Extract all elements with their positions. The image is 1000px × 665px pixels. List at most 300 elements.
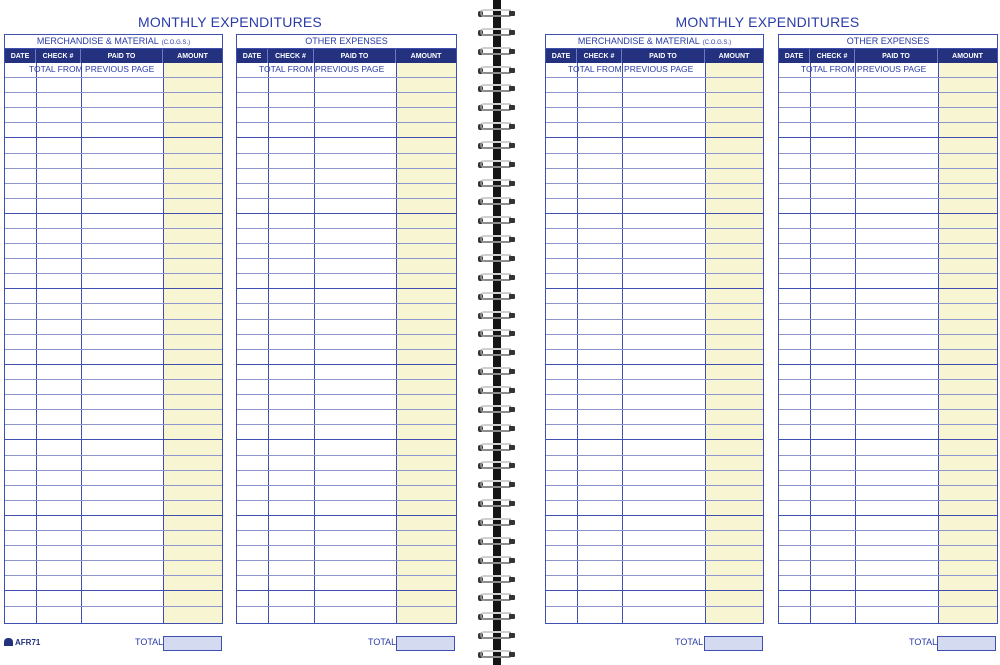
carry-forward-label: TOTAL FROM PREVIOUS PAGE [29,64,155,74]
ledger-row-line [237,334,456,335]
totals-row [535,636,1000,650]
cogs-label: (C.O.G.S.) [702,40,732,46]
column-divider [577,63,578,623]
ledger-row-line [546,349,763,350]
ledger-row-line [779,183,997,184]
ledger-row-line [779,168,997,169]
col-date: DATE [779,49,810,63]
column-divider [396,63,397,623]
cogs-label: (C.O.G.S.) [161,40,191,46]
spiral-coil [478,574,518,586]
ledger-grid[interactable] [546,63,763,623]
ledger-row-line [546,122,763,123]
other-expenses-heading: OTHER EXPENSES [305,36,388,46]
ledger-row-line [237,137,456,138]
ledger-row-line [5,77,222,78]
ledger-row-line [546,107,763,108]
ledger-row-line [546,439,763,440]
coil-end [509,11,515,16]
coil-loop [480,273,511,281]
ledger-row-line [546,319,763,320]
ledger-row-line [546,409,763,410]
ledger-row-line [5,198,222,199]
ledger-row-line [546,137,763,138]
ledger-row-line [237,198,456,199]
ledger-row-line [5,183,222,184]
ledger-row-line [546,288,763,289]
coil-end [509,652,515,657]
ledger-row-line [5,153,222,154]
ledger-row-line [5,107,222,108]
coil-loop [480,405,511,413]
ledger-row-line [237,364,456,365]
right-page [535,0,1000,665]
spiral-coil [478,517,518,529]
ledger-row-line [237,183,456,184]
spiral-coil [478,46,518,58]
ledger-row-line [546,168,763,169]
ledger-row-line [5,500,222,501]
coil-end [509,256,515,261]
page-title: MONTHLY EXPENDITURES [675,14,860,30]
ledger-row-line [546,590,763,591]
ledger-row-line [5,606,222,607]
ledger-row-line [546,303,763,304]
ledger-row-line [5,273,222,274]
coil-loop [480,84,511,92]
ledger-row-line [779,455,997,456]
ledger-grid[interactable] [779,63,997,623]
ledger-row-line [779,500,997,501]
product-code: AFR71 [15,638,41,647]
merchandise-total-box[interactable] [704,636,763,651]
coil-end [509,275,515,280]
ledger-row-line [237,379,456,380]
amount-column-fill [396,63,456,623]
other-expenses-ledger [778,34,998,624]
column-divider [81,63,82,623]
ledger-row-line [546,213,763,214]
col-check: CHECK # [268,49,314,63]
ledger-row-line [237,303,456,304]
other-total-label: TOTAL [368,637,397,647]
ledger-row-line [546,545,763,546]
col-paid-to: PAID TO [622,49,705,63]
coil-end [509,105,515,110]
ledger-row-line [237,545,456,546]
ledger-row-line [779,560,997,561]
ledger-row-line [546,500,763,501]
col-check: CHECK # [810,49,855,63]
ledger-row-line [779,530,997,531]
coil-loop [480,9,511,17]
ledger-row-line [237,394,456,395]
ledger-row-line [237,92,456,93]
ledger-row-line [779,319,997,320]
coil-end [509,539,515,544]
ledger-row-line [5,364,222,365]
coil-loop [480,311,511,319]
page-title: MONTHLY EXPENDITURES [138,14,322,30]
ledger-row-line [5,137,222,138]
ledger-row-line [5,213,222,214]
column-header-row [779,49,997,63]
coil-end [509,199,515,204]
ledger-row-line [237,455,456,456]
ledger-row-line [546,364,763,365]
coil-loop [480,612,511,620]
coil-loop [480,424,511,432]
spiral-coil [478,102,518,114]
spiral-coil [478,460,518,472]
ledger-row-line [5,575,222,576]
coil-end [509,237,515,242]
column-divider [705,63,706,623]
column-header-row [546,49,763,63]
ledger-heading [237,35,456,49]
col-check: CHECK # [36,49,81,63]
ledger-row-line [5,92,222,93]
amount-column-fill [705,63,763,623]
coil-loop [480,179,511,187]
coil-loop [480,650,511,658]
ledger-row-line [779,92,997,93]
coil-end [509,482,515,487]
col-amount: AMOUNT [952,52,983,60]
ledger-grid[interactable] [237,63,456,623]
other-total-box[interactable] [937,636,996,651]
ledger-row-line [5,122,222,123]
ledger-row-line [779,590,997,591]
ledger-row-line [5,349,222,350]
ledger-row-line [779,485,997,486]
ledger-row-line [5,168,222,169]
coil-end [509,369,515,374]
ledger-row-line [546,379,763,380]
ledger-row-line [779,470,997,471]
spiral-coil [478,442,518,454]
merchandise-heading: MERCHANDISE & MATERIAL [36,36,159,46]
spiral-coil [478,592,518,604]
ledger-row-line [779,334,997,335]
spiral-coil [478,366,518,378]
ledger-row-line [546,470,763,471]
ledger-row-line [5,409,222,410]
coil-loop [480,348,511,356]
ledger-row-line [5,288,222,289]
coil-end [509,445,515,450]
coil-loop [480,461,511,469]
coil-end [509,388,515,393]
ledger-row-line [237,590,456,591]
ledger-row-line [237,213,456,214]
coil-loop [480,141,511,149]
amount-column-fill [163,63,222,623]
ledger-row-line [779,606,997,607]
merchandise-ledger [545,34,764,624]
ledger-row-line [779,409,997,410]
coil-loop [480,103,511,111]
spiral-coil [478,8,518,20]
ledger-row-line [779,107,997,108]
ledger-row-line [5,228,222,229]
coil-loop [480,367,511,375]
column-divider [810,63,811,623]
spiral-coil [478,404,518,416]
ledger-row-line [237,575,456,576]
coil-end [509,407,515,412]
other-expenses-ledger [236,34,457,624]
ledger-row-line [546,258,763,259]
ledger-row-line [546,575,763,576]
coil-loop [480,329,511,337]
column-divider [938,63,939,623]
ledger-row-line [546,530,763,531]
ledger-row-line [237,530,456,531]
ledger-row-line [237,424,456,425]
ledger-row-line [237,107,456,108]
ledger-row-line [5,334,222,335]
column-divider [314,63,315,623]
ledger-row-line [779,575,997,576]
coil-end [509,520,515,525]
ledger-row-line [779,137,997,138]
spiral-coil [478,83,518,95]
coil-end [509,595,515,600]
ledger-row-line [5,394,222,395]
col-amount: AMOUNT [410,52,442,60]
ledger-row-line [5,545,222,546]
ledger-row-line [237,515,456,516]
ledger-heading [546,35,763,49]
coil-end [509,331,515,336]
left-page [0,0,470,665]
coil-end [509,86,515,91]
coil-end [509,294,515,299]
ledger-row-line [546,485,763,486]
coil-end [509,501,515,506]
coil-loop [480,235,511,243]
coil-loop [480,518,511,526]
coil-end [509,350,515,355]
spiral-coil [478,234,518,246]
coil-loop [480,292,511,300]
ledger-row-line [546,243,763,244]
ledger-row-line [546,273,763,274]
column-divider [268,63,269,623]
ledger-row-line [546,92,763,93]
coil-loop [480,160,511,168]
spiral-coil [478,498,518,510]
ledger-row-line [779,439,997,440]
ledger-row-line [779,77,997,78]
col-amount: AMOUNT [718,52,750,60]
ledger-row-line [779,424,997,425]
ledger-row-line [237,122,456,123]
ledger-row-line [5,485,222,486]
ledger-row-line [779,258,997,259]
merchandise-heading: MERCHANDISE & MATERIAL [577,36,700,46]
ledger-row-line [546,334,763,335]
spiral-coil [478,423,518,435]
spiral-coil [478,27,518,39]
ledger-row-line [779,545,997,546]
coil-end [509,124,515,129]
ledger-row-line [237,606,456,607]
spiral-coil [478,555,518,567]
ledger-row-line [779,243,997,244]
ledger-row-line [546,560,763,561]
col-check: CHECK # [577,49,622,63]
spiral-coil [478,347,518,359]
ledger-grid[interactable] [5,63,222,623]
ledger-row-line [237,153,456,154]
ledger-row-line [5,439,222,440]
ledger-row-line [237,500,456,501]
coil-end [509,218,515,223]
ledger-row-line [546,515,763,516]
column-header-row [237,49,456,63]
coil-loop [480,66,511,74]
ledger-row-line [237,288,456,289]
column-divider [622,63,623,623]
coil-loop [480,254,511,262]
ledger-row-line [237,349,456,350]
col-paid-to: PAID TO [855,49,938,63]
column-header-row [5,49,222,63]
col-date: DATE [546,49,577,63]
ledger-row-line [237,319,456,320]
coil-loop [480,443,511,451]
ledger-heading [5,35,222,49]
col-date: DATE [5,49,36,63]
ledger-row-line [237,228,456,229]
spiral-coil [478,121,518,133]
merchandise-total-label: TOTAL [675,637,704,647]
ledger-row-line [5,455,222,456]
ledger-row-line [237,439,456,440]
coil-end [509,313,515,318]
column-divider [855,63,856,623]
ledger-row-line [546,77,763,78]
ledger-row-line [5,243,222,244]
ledger-heading [779,35,997,49]
other-expenses-heading: OTHER EXPENSES [846,36,930,46]
ledger-row-line [546,183,763,184]
coil-end [509,49,515,54]
ledger-row-line [779,288,997,289]
ledger-row-line [237,168,456,169]
ledger-row-line [779,303,997,304]
ledger-row-line [237,409,456,410]
ledger-row-line [779,228,997,229]
ledger-row-line [237,560,456,561]
carry-forward-label: TOTAL FROM PREVIOUS PAGE [259,64,385,74]
other-total-label: TOTAL [909,637,938,647]
ledger-row-line [5,319,222,320]
spiral-coil [478,630,518,642]
carry-forward-label: TOTAL FROM PREVIOUS PAGE [801,64,927,74]
ledger-row-line [237,258,456,259]
spiral-coil [478,253,518,265]
spiral-coil [478,536,518,548]
coil-loop [480,386,511,394]
ledger-row-line [779,122,997,123]
other-total-box[interactable] [396,636,455,651]
ledger-row-line [779,153,997,154]
coil-end [509,30,515,35]
coil-end [509,463,515,468]
coil-loop [480,216,511,224]
ledger-row-line [546,394,763,395]
spiral-coil [478,140,518,152]
ledger-row-line [546,228,763,229]
ledger-row-line [546,606,763,607]
merchandise-total-box[interactable] [163,636,222,651]
spiral-coil [478,611,518,623]
spiral-coil [478,196,518,208]
coil-end [509,181,515,186]
col-paid-to: PAID TO [81,49,163,63]
ledger-row-line [546,198,763,199]
ledger-row-line [779,515,997,516]
spiral-coil [478,178,518,190]
ledger-row-line [5,560,222,561]
carry-forward-label: TOTAL FROM PREVIOUS PAGE [568,64,694,74]
coil-loop [480,28,511,36]
spiral-coil [478,479,518,491]
coil-loop [480,122,511,130]
coil-loop [480,593,511,601]
spiral-coil [478,291,518,303]
coil-end [509,614,515,619]
merchandise-ledger [4,34,223,624]
ledger-row-line [5,258,222,259]
ledger-row-line [5,379,222,380]
coil-loop [480,537,511,545]
ledger-row-line [546,455,763,456]
ledger-row-line [5,424,222,425]
coil-end [509,633,515,638]
spiral-coil [478,385,518,397]
ledger-row-line [5,590,222,591]
ledger-row-line [779,198,997,199]
ledger-row-line [5,530,222,531]
coil-loop [480,480,511,488]
spiral-coil [478,159,518,171]
coil-end [509,162,515,167]
coil-loop [480,631,511,639]
column-divider [36,63,37,623]
col-paid-to: PAID TO [314,49,396,63]
coil-loop [480,499,511,507]
spiral-coil [478,310,518,322]
spiral-coil [478,328,518,340]
ledger-row-line [237,243,456,244]
ledger-row-line [779,349,997,350]
coil-end [509,558,515,563]
coil-loop [480,197,511,205]
ledger-row-line [779,379,997,380]
ledger-row-line [237,77,456,78]
ledger-row-line [546,424,763,425]
ledger-row-line [237,485,456,486]
column-divider [163,63,164,623]
coil-end [509,68,515,73]
ledger-row-line [779,213,997,214]
ledger-row-line [546,153,763,154]
spiral-coil [478,65,518,77]
